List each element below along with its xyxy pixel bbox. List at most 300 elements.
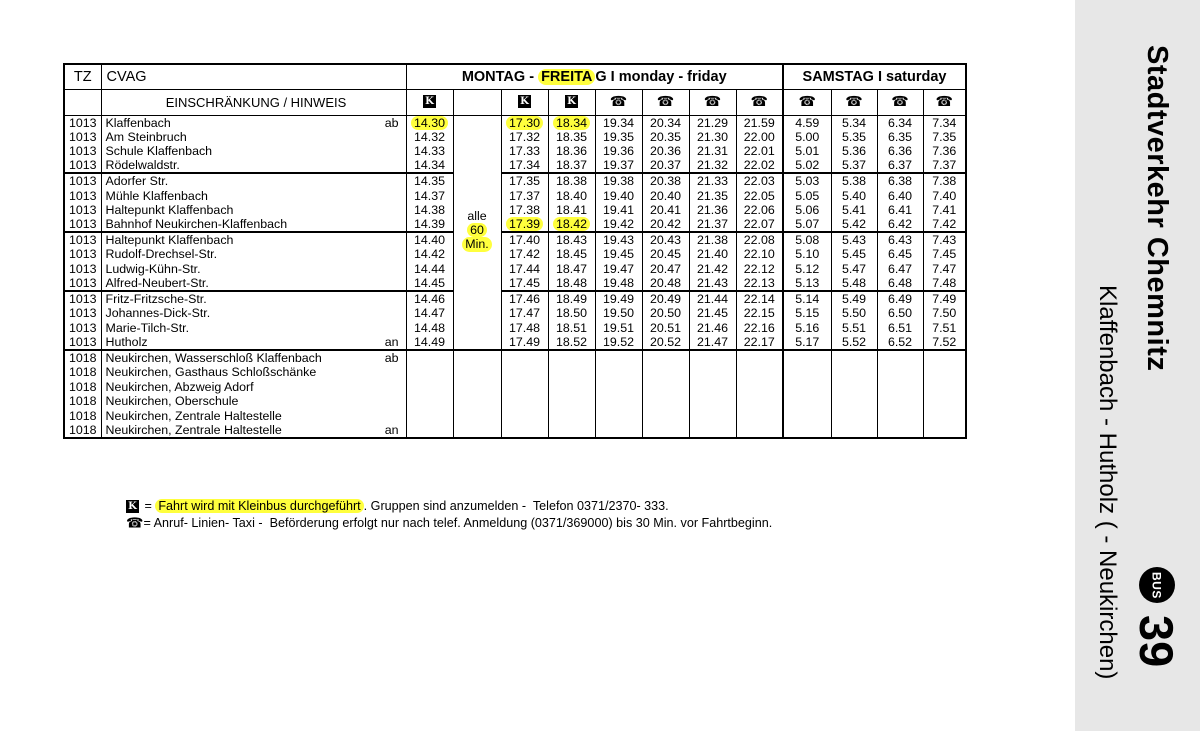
time-cell (923, 423, 966, 438)
time-cell: 5.13 (783, 276, 831, 291)
time-cell: 19.42 (595, 217, 642, 232)
phone-column-header (831, 89, 877, 115)
operator-title: Stadtverkehr Chemnitz (1141, 45, 1173, 372)
stop-cell (101, 232, 406, 247)
phone-icon: ☎ (656, 93, 675, 110)
time-cell: 17.45 (501, 276, 548, 291)
time-cell: 17.39 (501, 217, 548, 232)
time-cell: 7.48 (923, 276, 966, 291)
tz-cell: 1018 (64, 365, 101, 379)
tz-cell: 1013 (64, 158, 101, 173)
time-cell: 5.07 (783, 217, 831, 232)
time-cell: 21.38 (689, 232, 736, 247)
time-cell (548, 379, 595, 393)
tz-empty-header (64, 89, 101, 115)
time-cell: 5.38 (831, 173, 877, 188)
time-cell (736, 394, 783, 408)
stop-name: Rudolf-Drechsel-Str. (105, 247, 218, 262)
time-cell (923, 379, 966, 393)
table-row (64, 335, 966, 350)
time-cell: 18.40 (548, 188, 595, 202)
time-cell: 18.51 (548, 321, 595, 335)
time-cell (501, 379, 548, 393)
time-cell: 17.37 (501, 188, 548, 202)
time-cell: 21.35 (689, 188, 736, 202)
time-cell: 18.36 (548, 144, 595, 158)
time-cell: 7.35 (923, 130, 966, 144)
stop-name: Marie-Tilch-Str. (105, 320, 190, 335)
time-cell (406, 379, 453, 393)
time-cell: 5.50 (831, 306, 877, 320)
tz-cell: 1013 (64, 247, 101, 261)
time-cell: 19.41 (595, 203, 642, 217)
table-row (64, 276, 966, 291)
time-cell (689, 350, 736, 365)
time-cell: 7.43 (923, 232, 966, 247)
time-cell (595, 423, 642, 438)
phone-icon: ☎ (703, 93, 722, 110)
monfri-suffix: G I monday - friday (595, 68, 727, 85)
time-cell (736, 379, 783, 393)
time-cell (501, 394, 548, 408)
time-cell: 5.12 (783, 262, 831, 276)
time-cell: 18.50 (548, 306, 595, 320)
time-cell: 18.52 (548, 335, 595, 350)
time-cell (548, 423, 595, 438)
kleinbus-column-header (548, 89, 595, 115)
table-row (64, 306, 966, 320)
time-cell: 21.59 (736, 115, 783, 130)
phone-column-header (923, 89, 966, 115)
table-row (64, 173, 966, 188)
phone-icon: ☎ (935, 93, 953, 110)
time-cell: 14.38 (406, 203, 453, 217)
time-cell: 5.17 (783, 335, 831, 350)
time-cell: 6.34 (877, 115, 923, 130)
time-cell: 19.51 (595, 321, 642, 335)
kleinbus-column-header (406, 89, 453, 115)
interval-note-line: 60 (467, 223, 487, 237)
time-cell: 14.34 (406, 158, 453, 173)
time-cell (548, 350, 595, 365)
table-row (64, 247, 966, 261)
direction-marker: ab (384, 115, 399, 130)
direction-marker: an (384, 422, 399, 437)
time-cell (923, 394, 966, 408)
time-cell (877, 365, 923, 379)
stop-name: Klaffenbach (105, 115, 171, 130)
time-cell: 5.51 (831, 321, 877, 335)
time-cell (923, 365, 966, 379)
time-cell: 6.51 (877, 321, 923, 335)
time-cell: 20.43 (642, 232, 689, 247)
time-cell (406, 350, 453, 365)
stop-cell (101, 130, 406, 144)
table-row (64, 321, 966, 335)
time-cell: 18.47 (548, 262, 595, 276)
time-cell: 19.47 (595, 262, 642, 276)
time-cell (736, 423, 783, 438)
time-cell: 17.49 (501, 335, 548, 350)
time-cell: 22.16 (736, 321, 783, 335)
time-cell (831, 394, 877, 408)
tz-cell: 1013 (64, 262, 101, 276)
time-cell: 6.49 (877, 291, 923, 306)
tz-column-header: TZ (64, 64, 101, 89)
stop-name: Mühle Klaffenbach (105, 188, 208, 203)
time-cell: 5.14 (783, 291, 831, 306)
time-cell: 4.59 (783, 115, 831, 130)
time-cell (831, 365, 877, 379)
bus-icon (1139, 567, 1175, 603)
tz-cell: 1013 (64, 130, 101, 144)
stop-cell (101, 291, 406, 306)
kleinbus-icon: K (126, 500, 139, 513)
tz-cell: 1018 (64, 423, 101, 438)
table-row (64, 232, 966, 247)
time-cell (831, 379, 877, 393)
time-cell: 19.50 (595, 306, 642, 320)
stop-name: Haltepunkt Klaffenbach (105, 233, 234, 248)
time-cell: 18.48 (548, 276, 595, 291)
time-cell: 5.35 (831, 130, 877, 144)
time-cell: 22.05 (736, 188, 783, 202)
time-cell (736, 365, 783, 379)
time-cell: 5.45 (831, 247, 877, 261)
time-cell: 17.42 (501, 247, 548, 261)
interval-note-line: alle (467, 208, 487, 223)
tz-cell: 1013 (64, 203, 101, 217)
time-cell: 21.42 (689, 262, 736, 276)
time-cell: 6.50 (877, 306, 923, 320)
time-cell (783, 350, 831, 365)
time-cell: 14.35 (406, 173, 453, 188)
stop-name: Am Steinbruch (105, 129, 187, 144)
time-cell: 5.08 (783, 232, 831, 247)
time-cell: 19.38 (595, 173, 642, 188)
time-cell: 5.01 (783, 144, 831, 158)
time-cell: 7.38 (923, 173, 966, 188)
time-cell: 21.47 (689, 335, 736, 350)
time-cell (406, 394, 453, 408)
route-title: Klaffenbach - Hutholz ( - Neukirchen) (1094, 285, 1121, 680)
phone-column-header (642, 89, 689, 115)
time-cell: 21.36 (689, 203, 736, 217)
table-row (64, 115, 966, 130)
time-cell: 22.13 (736, 276, 783, 291)
time-cell: 20.49 (642, 291, 689, 306)
time-cell: 7.36 (923, 144, 966, 158)
time-cell: 21.30 (689, 130, 736, 144)
table-row (64, 262, 966, 276)
tz-cell: 1013 (64, 217, 101, 232)
legend-eq: = (143, 516, 151, 530)
time-cell: 22.15 (736, 306, 783, 320)
time-cell: 14.42 (406, 247, 453, 261)
legend-kleinbus-rest: . Gruppen sind anzumelden - Telefon 0371/2370- 333. (363, 499, 669, 513)
time-cell: 19.36 (595, 144, 642, 158)
stop-cell (101, 408, 406, 422)
time-cell: 14.44 (406, 262, 453, 276)
time-cell: 21.33 (689, 173, 736, 188)
stop-cell (101, 173, 406, 188)
time-cell: 22.14 (736, 291, 783, 306)
time-cell: 20.35 (642, 130, 689, 144)
tz-cell: 1018 (64, 408, 101, 422)
time-cell (595, 365, 642, 379)
table-row (64, 291, 966, 306)
time-cell (595, 408, 642, 422)
time-cell (923, 408, 966, 422)
time-cell: 19.40 (595, 188, 642, 202)
table-row (64, 217, 966, 232)
line-number: 39 (1130, 615, 1183, 668)
legend-eq: = (144, 499, 152, 513)
time-cell: 20.40 (642, 188, 689, 202)
time-cell: 14.46 (406, 291, 453, 306)
time-cell: 18.45 (548, 247, 595, 261)
time-cell: 20.37 (642, 158, 689, 173)
saturday-header: SAMSTAG I saturday (783, 64, 966, 89)
time-cell: 18.35 (548, 130, 595, 144)
legend (126, 498, 1026, 532)
time-cell: 7.41 (923, 203, 966, 217)
time-cell: 22.07 (736, 217, 783, 232)
time-cell: 7.45 (923, 247, 966, 261)
time-cell: 6.40 (877, 188, 923, 202)
time-cell: 5.43 (831, 232, 877, 247)
time-cell: 7.49 (923, 291, 966, 306)
phone-icon: ☎ (845, 93, 863, 110)
stop-name: Bahnhof Neukirchen-Klaffenbach (105, 217, 288, 232)
stop-name: Rödelwaldstr. (105, 158, 180, 173)
tz-cell: 1013 (64, 188, 101, 202)
time-cell: 21.43 (689, 276, 736, 291)
time-cell (642, 365, 689, 379)
time-cell: 5.03 (783, 173, 831, 188)
stop-name: Neukirchen, Zentrale Haltestelle (105, 422, 282, 437)
time-cell (689, 379, 736, 393)
time-cell (501, 423, 548, 438)
time-cell: 20.34 (642, 115, 689, 130)
phone-icon: ☎ (750, 93, 768, 110)
phone-column-header (877, 89, 923, 115)
time-cell: 22.17 (736, 335, 783, 350)
time-cell (642, 394, 689, 408)
stop-cell (101, 188, 406, 202)
time-cell: 14.47 (406, 306, 453, 320)
stop-name: Johannes-Dick-Str. (105, 306, 211, 321)
time-cell: 20.50 (642, 306, 689, 320)
time-cell: 5.47 (831, 262, 877, 276)
time-cell: 19.52 (595, 335, 642, 350)
cvag-column-header: CVAG (101, 64, 406, 89)
stop-name: Adorfer Str. (105, 174, 169, 189)
time-cell: 14.37 (406, 188, 453, 202)
time-cell: 17.46 (501, 291, 548, 306)
stop-cell (101, 321, 406, 335)
time-cell: 18.42 (548, 217, 595, 232)
stop-cell (101, 350, 406, 365)
time-cell: 17.35 (501, 173, 548, 188)
time-cell: 7.52 (923, 335, 966, 350)
interval-note (453, 115, 501, 350)
time-cell: 18.41 (548, 203, 595, 217)
table-row (64, 130, 966, 144)
stop-name: Fritz-Fritzsche-Str. (105, 292, 207, 307)
time-cell: 5.40 (831, 188, 877, 202)
time-cell: 21.32 (689, 158, 736, 173)
time-cell (406, 408, 453, 422)
time-cell: 18.43 (548, 232, 595, 247)
time-cell: 14.30 (406, 115, 453, 130)
time-cell: 18.38 (548, 173, 595, 188)
time-cell: 17.47 (501, 306, 548, 320)
time-cell: 20.47 (642, 262, 689, 276)
time-cell: 5.48 (831, 276, 877, 291)
time-cell: 6.35 (877, 130, 923, 144)
sidebar (1075, 0, 1200, 731)
stop-name: Hutholz (105, 335, 148, 349)
time-cell (689, 394, 736, 408)
stop-cell (101, 262, 406, 276)
time-cell: 7.47 (923, 262, 966, 276)
time-cell (642, 408, 689, 422)
stop-cell (101, 423, 406, 438)
time-cell: 6.48 (877, 276, 923, 291)
time-cell (783, 365, 831, 379)
legend-phone-line (126, 515, 1026, 532)
time-cell (877, 423, 923, 438)
time-cell: 22.12 (736, 262, 783, 276)
stop-cell (101, 247, 406, 261)
time-cell: 7.51 (923, 321, 966, 335)
time-cell (501, 350, 548, 365)
time-cell: 19.45 (595, 247, 642, 261)
empty-column-header (453, 89, 501, 115)
tz-cell: 1013 (64, 232, 101, 247)
table-row (64, 394, 966, 408)
time-cell: 19.35 (595, 130, 642, 144)
time-cell: 20.38 (642, 173, 689, 188)
time-cell (783, 423, 831, 438)
time-cell: 14.45 (406, 276, 453, 291)
time-cell: 18.34 (548, 115, 595, 130)
time-cell: 14.40 (406, 232, 453, 247)
time-cell: 14.33 (406, 144, 453, 158)
timetable-area (63, 63, 965, 532)
time-cell: 5.49 (831, 291, 877, 306)
hinweis-header: EINSCHRÄNKUNG / HINWEIS (101, 89, 406, 115)
kleinbus-icon: K (423, 95, 436, 108)
time-cell (548, 408, 595, 422)
time-cell: 6.52 (877, 335, 923, 350)
time-cell (831, 423, 877, 438)
time-cell: 17.38 (501, 203, 548, 217)
time-cell: 5.36 (831, 144, 877, 158)
stop-name: Neukirchen, Oberschule (105, 394, 239, 409)
stop-name: Alfred-Neubert-Str. (105, 276, 209, 291)
time-cell: 17.48 (501, 321, 548, 335)
stop-cell (101, 365, 406, 379)
time-cell: 5.41 (831, 203, 877, 217)
tz-cell: 1013 (64, 144, 101, 158)
time-cell: 5.05 (783, 188, 831, 202)
phone-icon: ☎ (891, 93, 909, 110)
time-cell (689, 423, 736, 438)
time-cell: 18.49 (548, 291, 595, 306)
time-cell: 21.44 (689, 291, 736, 306)
tz-cell: 1018 (64, 394, 101, 408)
stop-name: Haltepunkt Klaffenbach (105, 203, 234, 218)
time-cell: 21.31 (689, 144, 736, 158)
time-cell (783, 379, 831, 393)
time-cell: 14.32 (406, 130, 453, 144)
tz-cell: 1013 (64, 335, 101, 350)
time-cell (406, 365, 453, 379)
table-row (64, 379, 966, 393)
time-cell (831, 408, 877, 422)
stop-cell (101, 115, 406, 130)
legend-phone-text: Anruf- Linien- Taxi - Beförderung erfolgt nur nach telef. Anmeldung (0371/369000) bis 30 Min. vor Fahrtbeginn. (150, 516, 773, 530)
time-cell: 20.51 (642, 321, 689, 335)
time-cell: 6.41 (877, 203, 923, 217)
phone-icon: ☎ (126, 515, 144, 532)
table-row (64, 350, 966, 365)
table-row (64, 144, 966, 158)
time-cell: 19.37 (595, 158, 642, 173)
time-cell: 5.00 (783, 130, 831, 144)
time-cell: 5.42 (831, 217, 877, 232)
stop-cell (101, 217, 406, 232)
time-cell: 6.47 (877, 262, 923, 276)
monday-friday-header (406, 64, 783, 89)
time-cell: 22.01 (736, 144, 783, 158)
stop-cell (101, 158, 406, 173)
stop-cell (101, 144, 406, 158)
time-cell: 6.37 (877, 158, 923, 173)
time-cell: 7.37 (923, 158, 966, 173)
time-cell: 5.52 (831, 335, 877, 350)
time-cell: 6.45 (877, 247, 923, 261)
sidebar-main-column (1129, 45, 1184, 731)
time-cell (689, 365, 736, 379)
time-cell: 6.43 (877, 232, 923, 247)
time-cell: 20.41 (642, 203, 689, 217)
time-cell: 5.15 (783, 306, 831, 320)
time-cell (501, 365, 548, 379)
time-cell: 18.37 (548, 158, 595, 173)
time-cell (595, 379, 642, 393)
stop-cell (101, 306, 406, 320)
table-row (64, 188, 966, 202)
direction-marker: an (384, 335, 399, 349)
time-cell: 7.34 (923, 115, 966, 130)
time-cell: 6.38 (877, 173, 923, 188)
time-cell: 22.10 (736, 247, 783, 261)
time-cell: 6.36 (877, 144, 923, 158)
time-cell: 20.36 (642, 144, 689, 158)
time-cell: 21.29 (689, 115, 736, 130)
stop-cell (101, 379, 406, 393)
time-cell: 19.48 (595, 276, 642, 291)
stop-name: Ludwig-Kühn-Str. (105, 261, 201, 276)
phone-icon: ☎ (609, 93, 628, 110)
icon-header-row (64, 89, 966, 115)
phone-column-header (736, 89, 783, 115)
time-cell: 5.06 (783, 203, 831, 217)
time-cell (877, 379, 923, 393)
